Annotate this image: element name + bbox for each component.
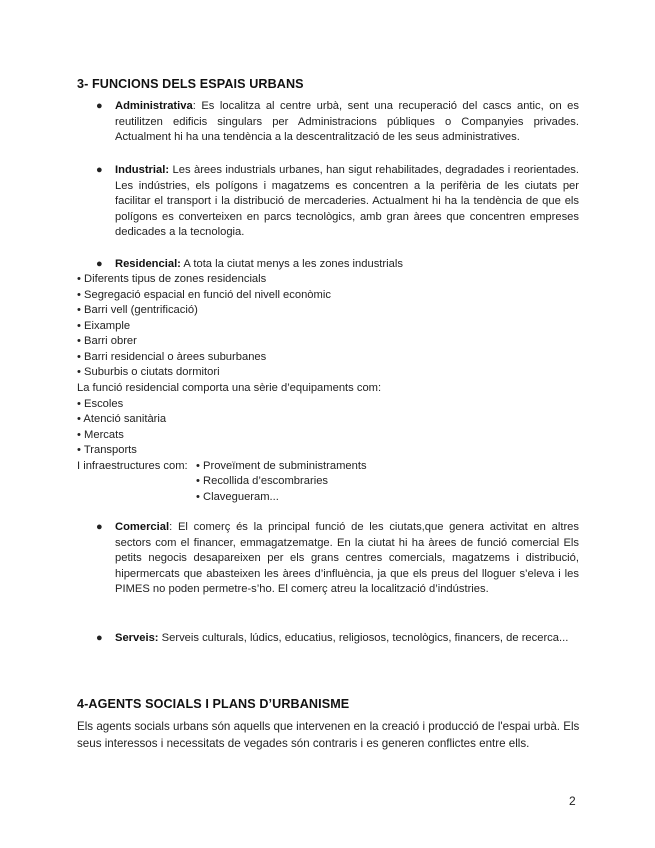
list-item: • Recollida d’escombraries <box>196 475 329 487</box>
bullet-comercial-text: Comercial: El comerç és la principal funció de les ciutats,que genera activitat en altres sectors com el financer, emmagatzematge. En la ciutat hi ha àrees de funció comercial Els petits negocis desapareixen per els grans centres comercials, magatzems i distribució, hipermercats que abasteixen les àrees d’influència, ja que els preus del lloguer s’eleva i les PIMES no poden permetre-s’ho. El comerç atreu la localització d’indústries. <box>115 521 579 596</box>
infra-intro: I infraestructures com: <box>77 460 188 472</box>
term-residencial: Residencial: <box>115 258 181 270</box>
bullet-residencial-text: Residencial: A tota la ciutat menys a les zones industrials <box>115 258 403 270</box>
section-4-paragraph: Els agents socials urbans són aquells que intervenen en la creació i producció de l'espai urbà. Els seus interessos i necessitats de vegades són contraris i es generen conflictes entre ells. <box>77 720 580 750</box>
page-number: 2 <box>569 794 576 808</box>
bullet-dot: ● <box>96 164 103 176</box>
bullet-dot: ● <box>96 632 103 644</box>
list-item: • Barri obrer <box>77 335 137 347</box>
term-comercial: Comercial <box>115 521 170 533</box>
section-3-heading: 3- FUNCIONS DELS ESPAIS URBANS <box>77 77 304 91</box>
list-item: • Transports <box>77 444 137 456</box>
equipaments-intro: La funció residencial comporta una sèrie d’equipaments com: <box>77 382 382 394</box>
bullet-administrativa-text: Administrativa: Es localitza al centre urbà, sent una recuperació del cascs antic, on es reutilitzen edificis singulars per Administracions públiques o Companyies privades. Actualment hi ha una tendència a la descentralització de les seus administratives. <box>115 100 579 144</box>
bullet-dot: ● <box>96 258 103 270</box>
list-item: • Diferents tipus de zones residencials <box>77 273 267 285</box>
list-item: • Mercats <box>77 429 124 441</box>
term-serveis: Serveis: <box>115 632 159 644</box>
list-item: • Escoles <box>77 398 124 410</box>
list-item: • Proveïment de subministraments <box>196 460 367 472</box>
list-item: • Atenció sanitària <box>77 413 167 425</box>
list-item: • Eixample <box>77 320 131 332</box>
bullet-serveis-text: Serveis: Serveis culturals, lúdics, educatius, religiosos, tecnològics, financers, de recerca... <box>115 632 569 644</box>
list-item: • Barri vell (gentrificació) <box>77 304 198 316</box>
bullet-dot: ● <box>96 521 103 533</box>
section-4-heading: 4-AGENTS SOCIALS I PLANS D’URBANISME <box>77 697 350 711</box>
list-item: • Barri residencial o àrees suburbanes <box>77 351 267 363</box>
bullet-dot: ● <box>96 100 103 112</box>
list-item: • Segregació espacial en funció del nivell econòmic <box>77 289 331 301</box>
term-industrial: Industrial: <box>115 164 170 176</box>
list-item: • Clavegueram... <box>196 491 279 503</box>
term-administrativa: Administrativa <box>115 100 193 112</box>
list-item: • Suburbis o ciutats dormitori <box>77 366 220 378</box>
bullet-industrial-text: Industrial: Les àrees industrials urbanes, han sigut rehabilitades, degradades i reorientades. Les indústries, els polígons i magatzems es concentren a la perifèria de les ciutats per facilitar el transport i la distribució de mercaderies. Actualment hi ha la tendència de que els polígons es converteixen en parcs tecnològics, amb gran àrees que concentren empreses dedicades a la tecnologia. <box>115 164 579 239</box>
